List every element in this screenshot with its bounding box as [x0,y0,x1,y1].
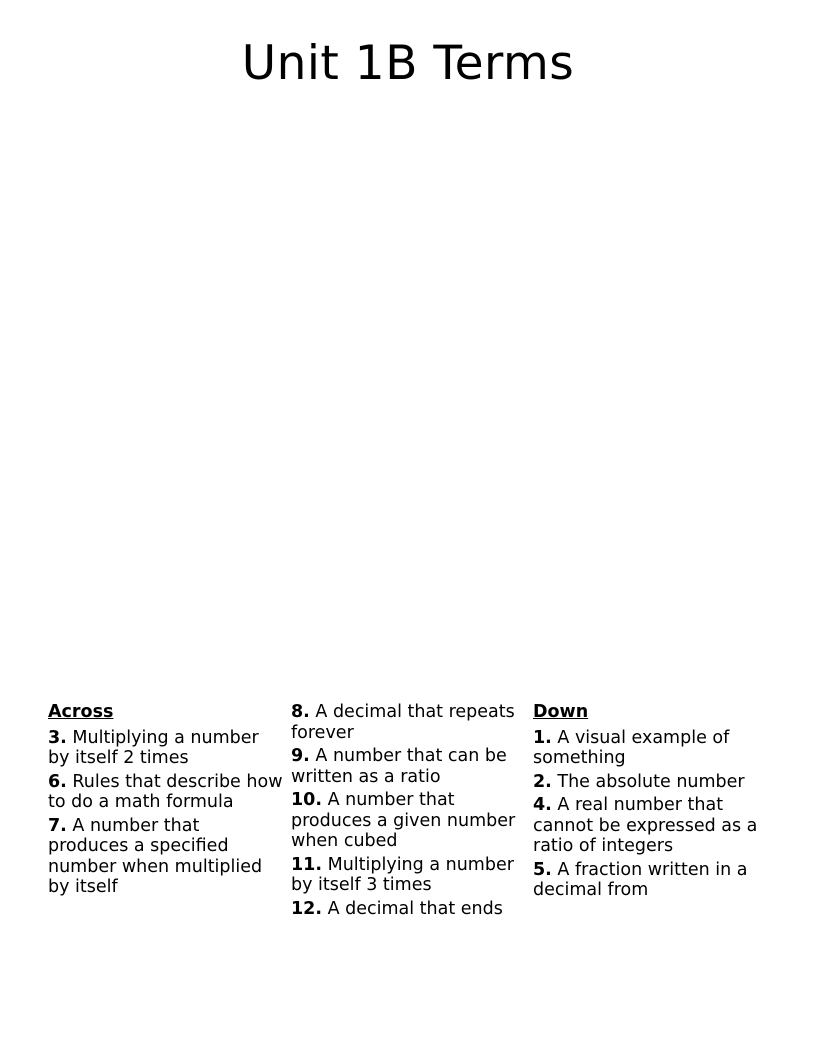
down-heading: Down [533,702,589,722]
clue-down-1: 1. A visual example of something [533,727,730,768]
across-clues-column-1 [48,702,284,901]
page-title: Unit 1B Terms [241,36,575,91]
across-clues-column-2 [291,702,527,922]
clue-across-3: 3. Multiplying a number by itself 2 times [48,727,259,768]
clue-across-6: 6. Rules that describe how to do a math formula [48,771,283,812]
clue-across-8: 8. A decimal that repeats forever [291,702,515,743]
clue-across-10: 10. A number that produces a given number when cubed [291,790,516,851]
clue-down-4: 4. A real number that cannot be expressed as a ratio of integers [533,795,758,856]
clue-across-12: 12. A decimal that ends [291,898,503,919]
clue-down-5: 5. A fraction written in a decimal from [533,859,748,900]
across-heading: Across [48,702,114,722]
down-clues-column [533,702,769,904]
clue-down-2: 2. The absolute number [533,771,745,792]
crossword-grid-area [40,110,776,690]
clue-across-11: 11. Multiplying a number by itself 3 times [291,854,514,895]
clue-across-7: 7. A number that produces a specified number when multiplied by itself [48,815,263,897]
clue-across-9: 9. A number that can be written as a ratio [291,746,507,787]
